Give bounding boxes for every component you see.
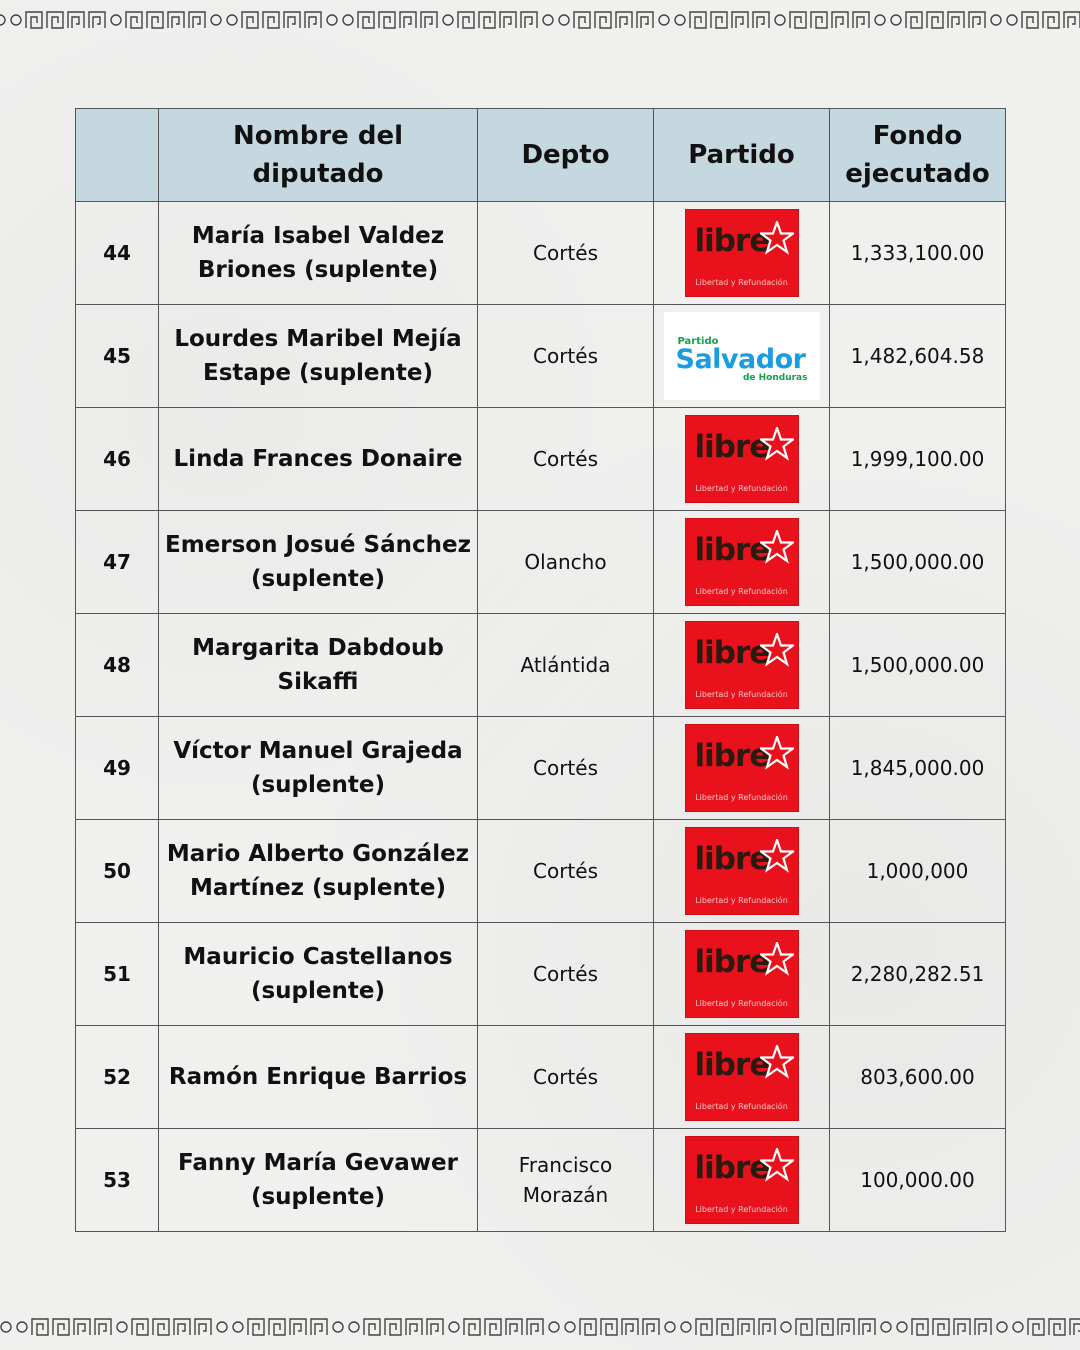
border-key-ornament [458, 12, 474, 28]
party-logo-cell [654, 511, 830, 614]
border-circle-ornament [217, 1322, 227, 1332]
party-logo-cell [654, 923, 830, 1026]
border-key-ornament [521, 12, 537, 28]
border-key-ornament [948, 12, 964, 28]
party-logo-cell [654, 408, 830, 511]
party-logo-cell [654, 1129, 830, 1232]
border-circle-ornament [117, 1322, 127, 1332]
border-circle-ornament [881, 1322, 891, 1332]
libre-logo-word: libre [694, 841, 770, 877]
department: Cortés [478, 923, 654, 1026]
star-icon [760, 839, 794, 873]
fund-executed: 1,999,100.00 [830, 408, 1006, 511]
table-row [76, 717, 1006, 820]
libre-logo-word: libre [694, 429, 770, 465]
border-circle-ornament [897, 1322, 907, 1332]
row-number: 50 [76, 820, 159, 923]
border-key-ornament [47, 12, 63, 28]
border-key-ornament [174, 1319, 190, 1335]
department: Cortés [478, 717, 654, 820]
border-circle-ornament [1, 1322, 11, 1332]
border-circle-ornament [681, 1322, 691, 1332]
border-key-ornament [969, 12, 985, 28]
border-key-ornament [643, 1319, 659, 1335]
table-row [76, 1129, 1006, 1232]
party-logo-cell [654, 614, 830, 717]
border-key-ornament [421, 12, 437, 28]
border-key-ornament [711, 12, 727, 28]
party-logo-cell [654, 820, 830, 923]
border-key-ornament [406, 1319, 422, 1335]
deputy-name: Mario Alberto González Martínez (suplente) [159, 820, 478, 923]
border-key-ornament [1043, 12, 1059, 28]
decorative-border-top [0, 9, 1080, 31]
libre-party-logo [685, 827, 799, 915]
libre-party-logo [685, 518, 799, 606]
border-circle-ornament [1007, 15, 1017, 25]
libre-logo-tagline: Libertad y Refundación [695, 690, 788, 699]
border-key-ornament [500, 12, 516, 28]
salvador-logo-word: Salvador [675, 344, 806, 375]
border-key-ornament [126, 12, 142, 28]
border-circle-ornament [349, 1322, 359, 1332]
border-key-ornament [690, 12, 706, 28]
border-key-ornament [616, 12, 632, 28]
row-number: 46 [76, 408, 159, 511]
border-circle-ornament [781, 1322, 791, 1332]
border-key-ornament [811, 12, 827, 28]
border-circle-ornament [343, 15, 353, 25]
salvador-party-logo [664, 312, 820, 400]
salvador-logo-suffix: de Honduras [742, 373, 808, 383]
border-key-ornament [74, 1319, 90, 1335]
border-key-ornament [385, 1319, 401, 1335]
party-logo-cell [654, 1026, 830, 1129]
border-key-ornament [817, 1319, 833, 1335]
border-key-ornament [290, 1319, 306, 1335]
border-key-ornament [859, 1319, 875, 1335]
border-circle-ornament [1013, 1322, 1023, 1332]
border-key-ornament [796, 1319, 812, 1335]
star-icon [760, 427, 794, 461]
border-key-ornament [1064, 12, 1080, 28]
deputy-name: Ramón Enrique Barrios [159, 1026, 478, 1129]
border-circle-ornament [891, 15, 901, 25]
border-circle-ornament [997, 1322, 1007, 1332]
libre-logo-tagline: Libertad y Refundación [695, 999, 788, 1008]
decorative-border-bottom [0, 1316, 1080, 1338]
border-key-ornament [1070, 1319, 1080, 1335]
department: Cortés [478, 820, 654, 923]
border-circle-ornament [665, 1322, 675, 1332]
border-key-ornament [790, 12, 806, 28]
border-key-ornament [311, 1319, 327, 1335]
party-logo-cell [654, 305, 830, 408]
border-key-ornament [933, 1319, 949, 1335]
border-circle-ornament [559, 15, 569, 25]
libre-logo-tagline: Libertad y Refundación [695, 1102, 788, 1111]
table-header-row [76, 109, 1006, 202]
libre-logo-word: libre [694, 944, 770, 980]
border-key-ornament [912, 1319, 928, 1335]
libre-party-logo [685, 415, 799, 503]
table-row [76, 614, 1006, 717]
deputy-name: Fanny María Gevawer (suplente) [159, 1129, 478, 1232]
border-key-ornament [759, 1319, 775, 1335]
border-key-ornament [358, 12, 374, 28]
libre-party-logo [685, 1033, 799, 1121]
department: Atlántida [478, 614, 654, 717]
border-key-ornament [248, 1319, 264, 1335]
border-key-ornament [379, 12, 395, 28]
border-key-ornament [305, 12, 321, 28]
border-circle-ornament [659, 15, 669, 25]
border-key-ornament [732, 12, 748, 28]
border-key-ornament [601, 1319, 617, 1335]
deputy-name: Margarita Dabdoub Sikaffi [159, 614, 478, 717]
border-key-ornament [574, 12, 590, 28]
deputy-name: Mauricio Castellanos (suplente) [159, 923, 478, 1026]
border-key-ornament [284, 12, 300, 28]
star-icon [760, 1148, 794, 1182]
border-key-ornament [853, 12, 869, 28]
star-icon [760, 221, 794, 255]
libre-party-logo [685, 1136, 799, 1224]
department: Cortés [478, 408, 654, 511]
libre-logo-tagline: Libertad y Refundación [695, 896, 788, 905]
libre-logo-word: libre [694, 1150, 770, 1186]
border-circle-ornament [333, 1322, 343, 1332]
fund-executed: 1,482,604.58 [830, 305, 1006, 408]
border-circle-ornament [565, 1322, 575, 1332]
row-number: 52 [76, 1026, 159, 1129]
border-key-ornament [132, 1319, 148, 1335]
border-circle-ornament [675, 15, 685, 25]
fund-executed: 1,000,000 [830, 820, 1006, 923]
border-key-ornament [1022, 12, 1038, 28]
border-key-ornament [485, 1319, 501, 1335]
libre-party-logo [685, 621, 799, 709]
border-circle-ornament [991, 15, 1001, 25]
border-circle-ornament [211, 15, 221, 25]
border-key-ornament [595, 12, 611, 28]
star-icon [760, 1045, 794, 1079]
border-circle-ornament [111, 15, 121, 25]
border-key-ornament [364, 1319, 380, 1335]
border-key-ornament [53, 1319, 69, 1335]
header-name: Nombre del diputado [159, 109, 478, 202]
table-row [76, 511, 1006, 614]
star-icon [760, 736, 794, 770]
fund-executed: 1,845,000.00 [830, 717, 1006, 820]
border-key-ornament [975, 1319, 991, 1335]
libre-logo-tagline: Libertad y Refundación [695, 484, 788, 493]
star-icon [760, 530, 794, 564]
libre-party-logo [685, 930, 799, 1018]
border-key-ornament [738, 1319, 754, 1335]
department: Cortés [478, 305, 654, 408]
libre-party-logo [685, 724, 799, 812]
department: Francisco Morazán [478, 1129, 654, 1232]
fund-executed: 1,333,100.00 [830, 202, 1006, 305]
row-number: 49 [76, 717, 159, 820]
deputy-name: Emerson Josué Sánchez (suplente) [159, 511, 478, 614]
border-key-ornament [269, 1319, 285, 1335]
row-number: 44 [76, 202, 159, 305]
border-key-ornament [832, 12, 848, 28]
border-circle-ornament [443, 15, 453, 25]
border-circle-ornament [543, 15, 553, 25]
row-number: 48 [76, 614, 159, 717]
border-key-ornament [189, 12, 205, 28]
libre-logo-word: libre [694, 532, 770, 568]
border-key-ornament [753, 12, 769, 28]
border-key-ornament [427, 1319, 443, 1335]
table-row [76, 1026, 1006, 1129]
libre-logo-tagline: Libertad y Refundación [695, 278, 788, 287]
border-key-ornament [68, 12, 84, 28]
border-key-ornament [89, 12, 105, 28]
border-circle-ornament [449, 1322, 459, 1332]
border-circle-ornament [233, 1322, 243, 1332]
star-icon [760, 633, 794, 667]
border-key-ornament [506, 1319, 522, 1335]
border-key-ornament [580, 1319, 596, 1335]
salvador-logo-prefix: Partido [677, 336, 719, 347]
libre-logo-tagline: Libertad y Refundación [695, 1205, 788, 1214]
table-row [76, 923, 1006, 1026]
border-key-ornament [954, 1319, 970, 1335]
border-key-ornament [168, 12, 184, 28]
table-row [76, 305, 1006, 408]
border-circle-ornament [875, 15, 885, 25]
fund-executed: 100,000.00 [830, 1129, 1006, 1232]
libre-party-logo [685, 209, 799, 297]
border-key-ornament [479, 12, 495, 28]
department: Olancho [478, 511, 654, 614]
department: Cortés [478, 1026, 654, 1129]
header-number [76, 109, 159, 202]
border-circle-ornament [775, 15, 785, 25]
party-logo-cell [654, 202, 830, 305]
border-key-ornament [622, 1319, 638, 1335]
fund-executed: 2,280,282.51 [830, 923, 1006, 1026]
party-logo-cell [654, 717, 830, 820]
border-key-ornament [147, 12, 163, 28]
border-circle-ornament [11, 15, 21, 25]
border-key-ornament [717, 1319, 733, 1335]
border-circle-ornament [327, 15, 337, 25]
table-row [76, 202, 1006, 305]
libre-logo-word: libre [694, 1047, 770, 1083]
row-number: 51 [76, 923, 159, 1026]
border-key-ornament [32, 1319, 48, 1335]
deputy-name: Linda Frances Donaire [159, 408, 478, 511]
libre-logo-word: libre [694, 635, 770, 671]
border-circle-ornament [0, 15, 5, 25]
header-partido: Partido [654, 109, 830, 202]
deputy-name: Lourdes Maribel Mejía Estape (suplente) [159, 305, 478, 408]
header-depto: Depto [478, 109, 654, 202]
border-key-ornament [927, 12, 943, 28]
libre-logo-tagline: Libertad y Refundación [695, 587, 788, 596]
border-key-ornament [242, 12, 258, 28]
star-icon [760, 942, 794, 976]
border-circle-ornament [227, 15, 237, 25]
deputies-fund-table [75, 108, 1006, 1232]
border-key-ornament [153, 1319, 169, 1335]
table-row [76, 408, 1006, 511]
border-key-ornament [906, 12, 922, 28]
fund-executed: 1,500,000.00 [830, 614, 1006, 717]
border-key-ornament [696, 1319, 712, 1335]
border-key-ornament [95, 1319, 111, 1335]
libre-logo-word: libre [694, 738, 770, 774]
border-key-ornament [1028, 1319, 1044, 1335]
deputy-name: María Isabel Valdez Briones (suplente) [159, 202, 478, 305]
deputy-name: Víctor Manuel Grajeda (suplente) [159, 717, 478, 820]
header-fondo: Fondo ejecutado [830, 109, 1006, 202]
border-key-ornament [26, 12, 42, 28]
libre-logo-word: libre [694, 223, 770, 259]
fund-executed: 803,600.00 [830, 1026, 1006, 1129]
border-key-ornament [263, 12, 279, 28]
department: Cortés [478, 202, 654, 305]
border-key-ornament [464, 1319, 480, 1335]
libre-logo-tagline: Libertad y Refundación [695, 793, 788, 802]
row-number: 47 [76, 511, 159, 614]
row-number: 53 [76, 1129, 159, 1232]
fund-executed: 1,500,000.00 [830, 511, 1006, 614]
border-key-ornament [527, 1319, 543, 1335]
row-number: 45 [76, 305, 159, 408]
border-key-ornament [637, 12, 653, 28]
table-row [76, 820, 1006, 923]
border-key-ornament [1049, 1319, 1065, 1335]
border-circle-ornament [549, 1322, 559, 1332]
border-circle-ornament [17, 1322, 27, 1332]
border-key-ornament [195, 1319, 211, 1335]
border-key-ornament [400, 12, 416, 28]
border-key-ornament [838, 1319, 854, 1335]
